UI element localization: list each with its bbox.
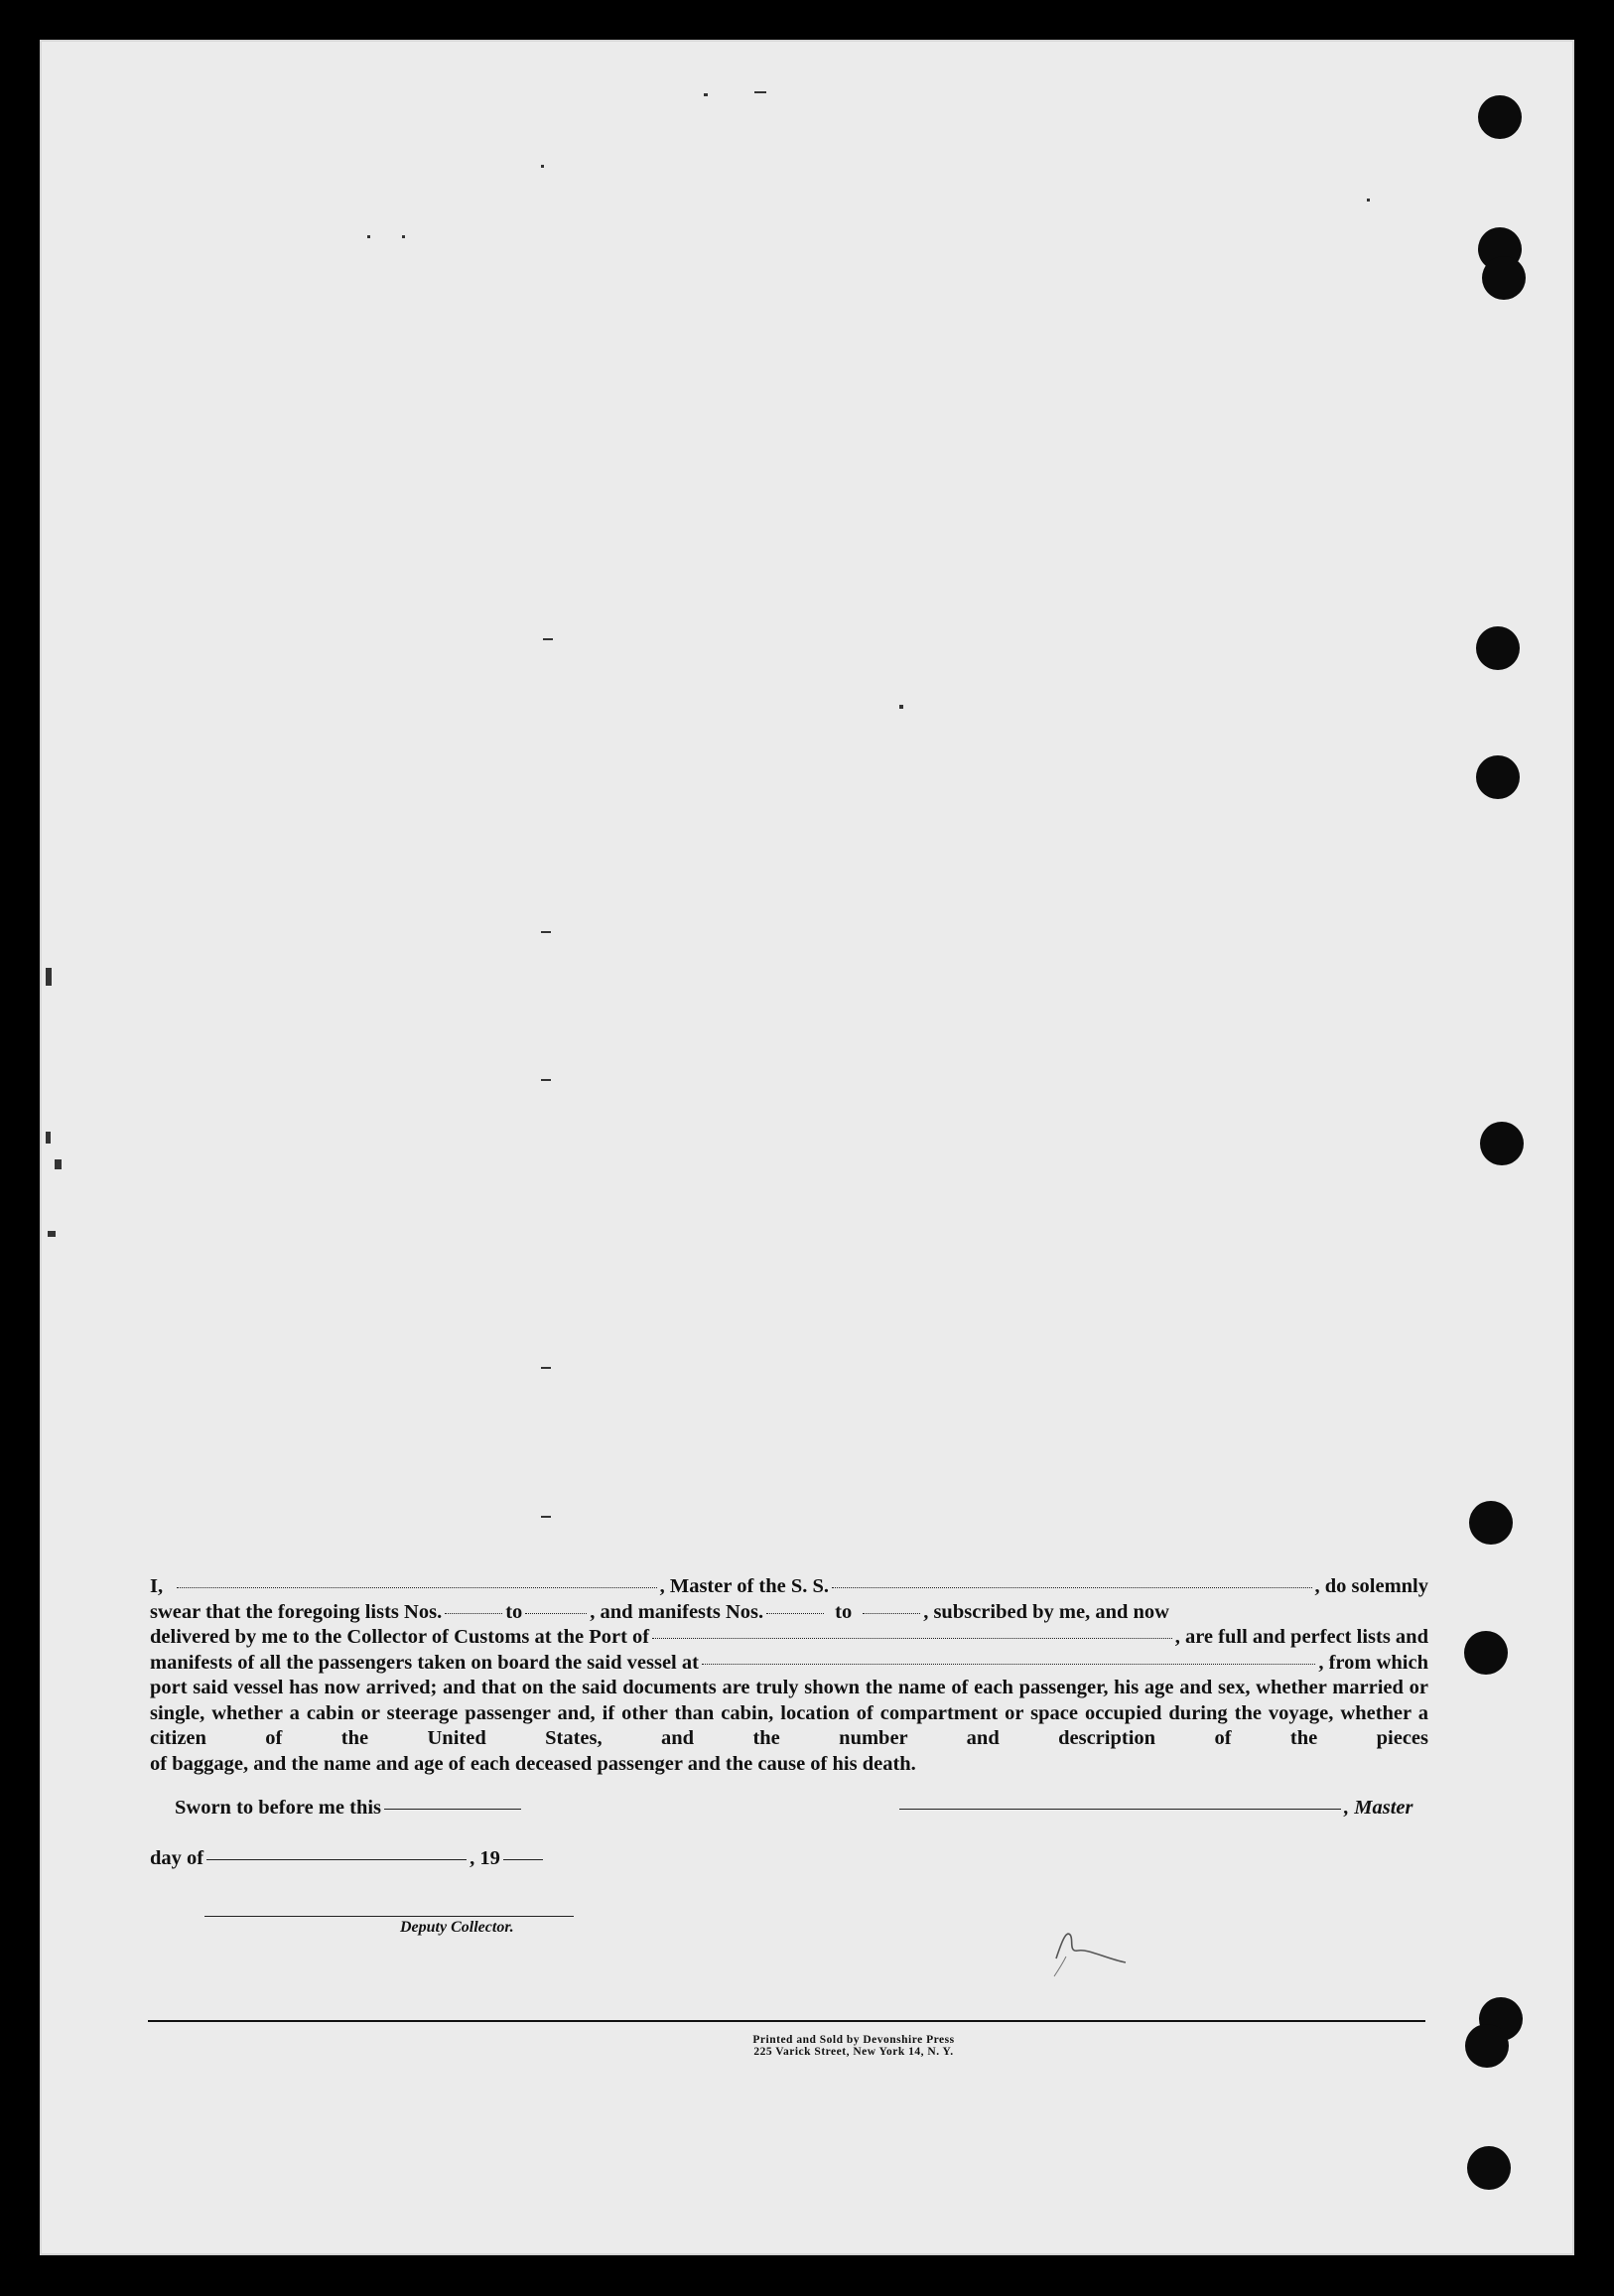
punch-hole	[1476, 626, 1520, 670]
deputy-caption: Deputy Collector.	[400, 1919, 514, 1936]
pencil-mark	[1052, 1921, 1132, 1980]
deputy-signature-field[interactable]	[204, 1916, 574, 1917]
oath-text: swear that the foregoing lists Nos.	[150, 1600, 443, 1623]
date-line	[150, 1847, 546, 1870]
lists-to-field[interactable]	[525, 1613, 587, 1614]
master-name-field[interactable]	[177, 1587, 656, 1588]
printer-imprint	[556, 2034, 1151, 2058]
speck	[704, 93, 708, 96]
oath-text: , and manifests Nos.	[590, 1600, 764, 1623]
speck	[899, 705, 903, 709]
form-page	[40, 40, 1574, 2255]
oath-text: to	[835, 1600, 853, 1623]
speck	[55, 1159, 62, 1169]
imprint-line-1: Printed and Sold by Devonshire Press	[752, 2034, 955, 2046]
oath-text: delivered by me to the Collector of Customs at the Port of	[150, 1626, 650, 1648]
punch-hole	[1476, 755, 1520, 799]
oath-text: manifests of all the passengers taken on board the said vessel at	[150, 1651, 699, 1674]
oath-last-line: of baggage, and the name and age of each deceased passenger and the cause of his death.	[150, 1752, 916, 1775]
speck	[1367, 199, 1370, 202]
footer-rule	[148, 2020, 1425, 2022]
speck	[541, 165, 544, 168]
speck	[541, 931, 551, 933]
punch-hole	[1465, 2024, 1509, 2068]
oath-body: port said vessel has now arrived; and that on the said documents are truly shown the name of each passenger, his age and sex, whether married or single, whether a cabin or steerage passenger and, if other than cabin, location of compartment or space occupied during the voyage, whether a citizen of the United States, and the number and description of the pieces	[150, 1677, 1428, 1749]
year-label: , 19	[470, 1847, 500, 1869]
lists-from-field[interactable]	[445, 1613, 502, 1614]
speck	[367, 235, 370, 238]
master-signature-field[interactable]	[899, 1809, 1341, 1810]
speck	[46, 968, 52, 986]
sworn-line	[175, 1797, 524, 1820]
punch-hole	[1478, 95, 1522, 139]
ship-name-field[interactable]	[832, 1587, 1311, 1588]
manifests-to-field[interactable]	[863, 1613, 920, 1614]
month-field[interactable]	[206, 1859, 467, 1860]
day-of-label: day of	[150, 1847, 204, 1869]
master-signature-line	[896, 1797, 1412, 1820]
oath-text: , from which	[1318, 1651, 1428, 1674]
manifests-from-field[interactable]	[766, 1613, 824, 1614]
speck	[541, 1516, 551, 1518]
year-field[interactable]	[503, 1859, 543, 1860]
oath-text: , do solemnly	[1314, 1575, 1428, 1597]
speck	[541, 1367, 551, 1369]
oath-text: , Master of the S. S.	[659, 1575, 830, 1597]
punch-hole	[1467, 2146, 1511, 2190]
speck	[48, 1231, 56, 1237]
oath-text: I,	[150, 1575, 164, 1597]
speck	[754, 91, 766, 93]
imprint-line-2: 225 Varick Street, New York 14, N. Y.	[753, 2046, 954, 2058]
speck	[46, 1132, 51, 1144]
punch-hole	[1482, 256, 1526, 300]
port-field[interactable]	[652, 1638, 1172, 1639]
sworn-label: Sworn to before me this	[175, 1797, 382, 1819]
oath-paragraph	[150, 1574, 1428, 1777]
punch-hole	[1469, 1501, 1513, 1545]
oath-text: , are full and perfect lists and	[1174, 1626, 1428, 1648]
oath-text: to	[505, 1600, 523, 1623]
oath-text: , subscribed by me, and now	[923, 1600, 1169, 1623]
punch-hole	[1480, 1122, 1524, 1165]
speck	[402, 235, 405, 238]
speck	[541, 1079, 551, 1081]
sworn-day-field[interactable]	[384, 1809, 521, 1810]
punch-hole	[1464, 1631, 1508, 1675]
master-label: , Master	[1344, 1797, 1413, 1819]
departure-port-field[interactable]	[702, 1664, 1315, 1665]
speck	[543, 638, 553, 640]
